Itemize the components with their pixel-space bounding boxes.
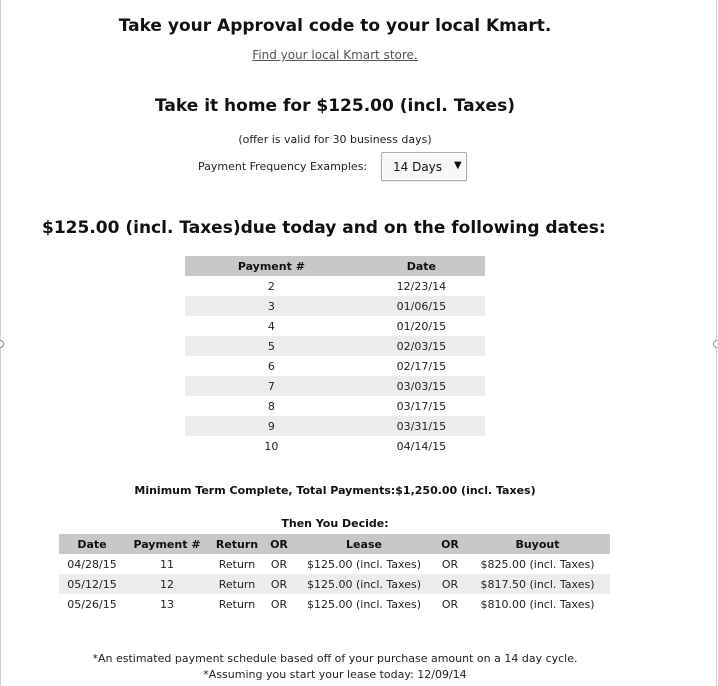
table-row (185, 356, 485, 376)
take-home-price: Take it home for $125.00 (incl. Taxes) (155, 96, 515, 116)
option-return: Return (209, 574, 265, 594)
table-row (185, 396, 485, 416)
option-date: 05/12/15 (59, 574, 125, 594)
col-date: Date (358, 256, 485, 276)
option-or: OR (441, 557, 459, 571)
payment-date: 03/17/15 (396, 399, 447, 413)
payment-number: 10 (264, 439, 279, 453)
col-date: Date (59, 534, 125, 554)
offer-validity: (offer is valid for 30 business days) (238, 133, 432, 146)
option-or: OR (270, 557, 288, 571)
option-lease: $125.00 (incl. Taxes) (306, 597, 421, 611)
payment-date: 04/14/15 (396, 439, 447, 453)
page-title: Take your Approval code to your local Kmart. (118, 16, 552, 36)
table-row (59, 554, 610, 574)
dropdown-arrow-icon: ▼ (454, 160, 462, 171)
table-row (185, 416, 485, 436)
footnote-estimate: *An estimated payment schedule based off of your purchase amount on a 14 day cycle. (92, 652, 578, 665)
then-you-decide-heading: Then You Decide: (281, 517, 389, 530)
col-lease: Lease (293, 534, 435, 554)
option-payment-number: 12 (125, 574, 209, 594)
resize-handle-left[interactable] (0, 340, 4, 348)
minimum-term-summary: Minimum Term Complete, Total Payments:$1,250.00 (incl. Taxes) (134, 484, 536, 497)
col-or: OR (435, 534, 465, 554)
option-return: Return (218, 597, 256, 611)
option-buyout: $817.50 (incl. Taxes) (465, 574, 610, 594)
payment-date: 02/17/15 (396, 359, 447, 373)
payment-number: 6 (267, 359, 275, 373)
table-row (185, 296, 485, 316)
resize-handle-right[interactable] (713, 340, 718, 348)
option-or: OR (441, 597, 459, 611)
payment-number: 3 (185, 296, 358, 316)
option-or: OR (265, 574, 293, 594)
option-return: Return (218, 557, 256, 571)
payment-date: 12/23/14 (396, 279, 447, 293)
payment-frequency-select[interactable] (381, 152, 467, 181)
payment-frequency-label: Payment Frequency Examples: (198, 160, 368, 173)
payment-number: 5 (185, 336, 358, 356)
schedule-heading: $125.00 (incl. Taxes)due today and on the following dates: (42, 218, 606, 238)
option-lease: $125.00 (incl. Taxes) (306, 557, 421, 571)
payment-number: 9 (185, 416, 358, 436)
option-or: OR (270, 597, 288, 611)
table-row (59, 574, 610, 594)
payment-frequency-value: 14 Days (393, 160, 443, 174)
table-row (185, 316, 485, 336)
option-payment-number: 13 (160, 597, 174, 611)
table-row (185, 376, 485, 396)
col-payment-number: Payment # (185, 256, 358, 276)
options-table (59, 534, 610, 614)
option-or: OR (435, 574, 465, 594)
col-or: OR (265, 534, 293, 554)
table-row (185, 436, 485, 456)
payment-date: 02/03/15 (358, 336, 485, 356)
payment-date: 03/31/15 (358, 416, 485, 436)
option-lease: $125.00 (incl. Taxes) (293, 574, 435, 594)
find-store-link[interactable]: Find your local Kmart store. (252, 48, 418, 62)
col-return: Return (209, 534, 265, 554)
table-row (59, 594, 610, 614)
payment-date: 01/06/15 (358, 296, 485, 316)
option-buyout: $810.00 (incl. Taxes) (480, 597, 595, 611)
payment-number: 2 (267, 279, 275, 293)
option-buyout: $825.00 (incl. Taxes) (480, 557, 595, 571)
col-payment-number: Payment # (125, 534, 209, 554)
option-date: 04/28/15 (67, 557, 117, 571)
payment-date: 01/20/15 (396, 319, 447, 333)
payment-number: 7 (185, 376, 358, 396)
payment-date: 03/03/15 (358, 376, 485, 396)
table-row (185, 336, 485, 356)
col-buyout: Buyout (465, 534, 610, 554)
footnote-start-date: *Assuming you start your lease today: 12/09/14 (203, 668, 467, 681)
payment-schedule-table (185, 256, 485, 456)
payment-number: 8 (267, 399, 275, 413)
option-payment-number: 11 (160, 557, 174, 571)
payment-number: 4 (267, 319, 275, 333)
option-date: 05/26/15 (67, 597, 117, 611)
table-row (185, 276, 485, 296)
